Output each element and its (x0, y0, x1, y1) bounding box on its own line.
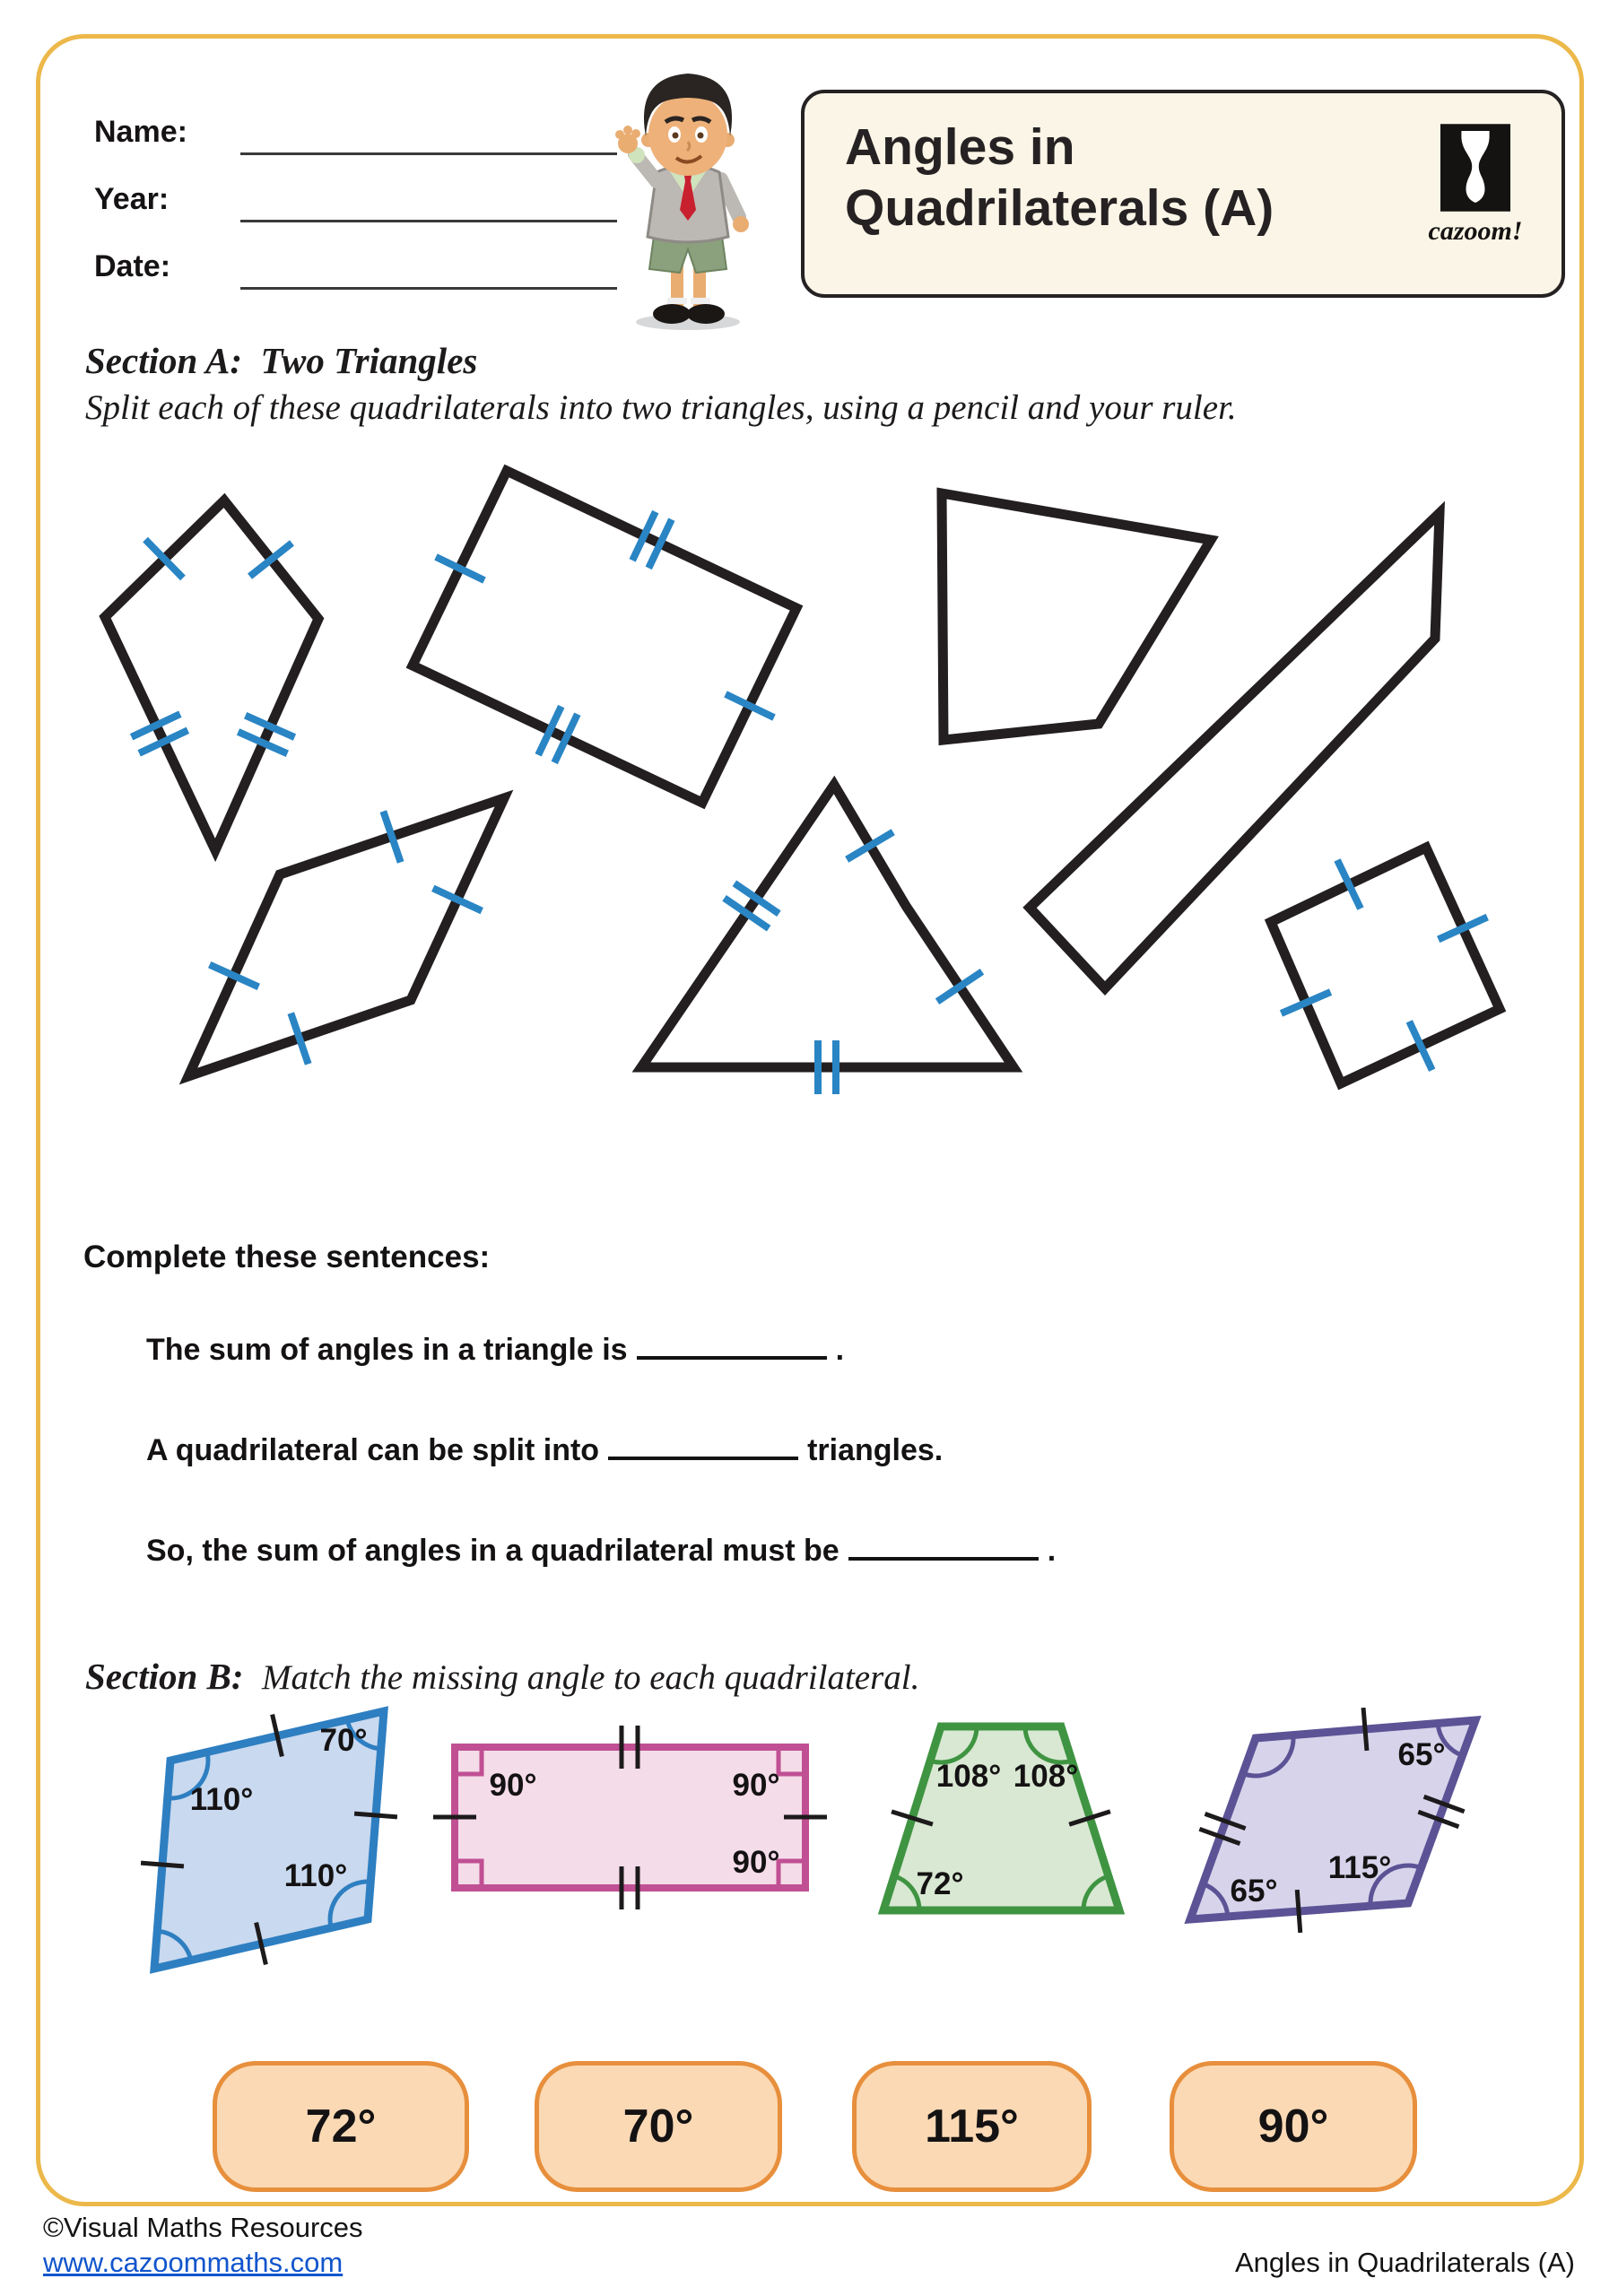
date-label: Date: (94, 249, 171, 283)
section-a-heading: Section A: Two Triangles (85, 340, 478, 381)
answer-chip-2: 70° (535, 2061, 782, 2192)
sentences-heading: Complete these sentences: (83, 1239, 491, 1274)
angle-label: 108° (935, 1759, 1002, 1794)
year-line (240, 220, 617, 222)
kite-shape (105, 500, 318, 850)
cazoom-logo (1422, 124, 1529, 247)
year-label: Year: (94, 182, 170, 216)
page-title: Angles in Quadrilaterals (A) (845, 118, 1274, 238)
tick-mark (937, 971, 982, 1001)
thin-parallelogram-shape (1030, 513, 1440, 988)
angle-label: 115° (1327, 1850, 1392, 1885)
title-box (801, 90, 1565, 298)
footer-link-wrap (43, 2247, 343, 2279)
angle-label: 72° (916, 1866, 964, 1901)
section-a-instruction: Split each of these quadrilaterals into two triangles, using a pencil and your ruler. (85, 388, 1237, 427)
name-line (240, 152, 617, 155)
answer-blank (608, 1430, 798, 1460)
sentence-1: The sum of angles in a triangle is . (146, 1329, 844, 1368)
footer-doc-title: Angles in Quadrilaterals (A) (1234, 2247, 1575, 2278)
tick-mark (1297, 1890, 1300, 1933)
angle-label: 90° (732, 1768, 780, 1803)
section-b-shapes (0, 1704, 1618, 2081)
cazoom-logo-text: cazoom! (1428, 216, 1523, 246)
angle-label: 90° (489, 1768, 537, 1803)
answer-chip-4: 90° (1170, 2061, 1417, 2192)
angle-label: 70° (319, 1723, 368, 1758)
answer-chip-3: 115° (852, 2061, 1092, 2192)
boy-mascot-illustration (603, 54, 773, 332)
angle-label: 65° (1230, 1874, 1278, 1909)
triangle-like-quadrilateral-shape (641, 785, 1013, 1067)
sentence-2: A quadrilateral can be split into triangles. (146, 1430, 943, 1468)
rhombus-shape (188, 798, 504, 1076)
angle-label: 90° (732, 1845, 780, 1880)
angle-label: 110° (189, 1782, 254, 1817)
name-label: Name: (94, 115, 187, 149)
section-b-instruction: Match the missing angle to each quadrilateral. (262, 1658, 920, 1697)
date-line (240, 287, 617, 290)
answer-blank (848, 1530, 1039, 1561)
trapezium-shape (942, 493, 1211, 740)
answer-blank (637, 1329, 827, 1360)
section-a-shapes (0, 439, 1618, 1184)
cazoom-logo-icon (1440, 124, 1510, 212)
angle-label: 110° (283, 1858, 348, 1893)
small-square-shape (1271, 848, 1500, 1083)
angle-label: 108° (1013, 1759, 1079, 1794)
sentence-3: So, the sum of angles in a quadrilateral must be . (146, 1530, 1056, 1569)
answer-chip-1: 72° (213, 2061, 469, 2192)
angle-label: 65° (1397, 1737, 1446, 1772)
section-b-heading: Section B: Match the missing angle to each quadrilateral. (85, 1656, 920, 1697)
rotated-rectangle-shape (413, 471, 796, 803)
footer-link[interactable]: www.cazoommaths.com (43, 2247, 344, 2278)
footer-copyright: ©Visual Maths Resources (43, 2212, 363, 2243)
